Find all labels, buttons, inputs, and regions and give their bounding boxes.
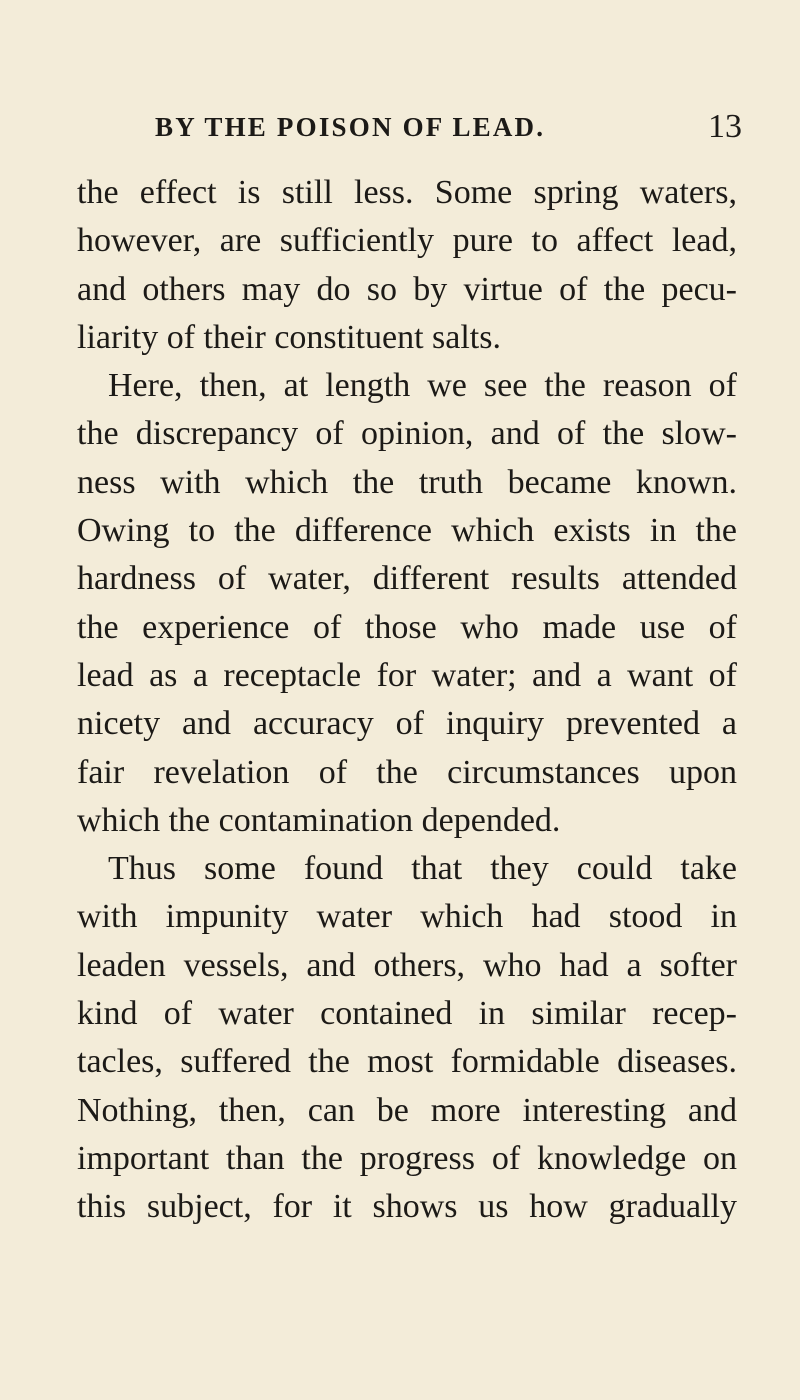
text-line: the experience of those who made use of xyxy=(77,608,737,646)
text-line: the discrepancy of opinion, and of the slow- xyxy=(77,415,737,453)
text-line: important than the progress of knowledge on xyxy=(77,1139,737,1177)
page-number: 13 xyxy=(708,108,742,145)
text-line: Nothing, then, can be more interesting and xyxy=(77,1091,737,1129)
text-line: hardness of water, different results attended xyxy=(77,560,737,598)
text-line: and others may do so by virtue of the pecu- xyxy=(77,270,737,308)
text-line: tacles, suffered the most formidable diseases. xyxy=(77,1043,737,1081)
text-line: which the contamination depended. xyxy=(77,801,561,839)
text-line: Here, then, at length we see the reason of xyxy=(108,367,737,405)
running-header xyxy=(0,108,800,152)
text-line: kind of water contained in similar recep- xyxy=(77,995,737,1033)
text-line: lead as a receptacle for water; and a want of xyxy=(77,656,737,694)
text-line: ness with which the truth became known. xyxy=(77,463,737,501)
text-line: the effect is still less. Some spring waters, xyxy=(77,174,737,211)
text-line: liarity of their constituent salts. xyxy=(77,318,501,356)
text-line: with impunity water which had stood in xyxy=(77,898,737,936)
text-line: Thus some found that they could take xyxy=(108,850,737,888)
text-line: nicety and accuracy of inquiry prevented a xyxy=(77,705,737,743)
text-line: this subject, for it shows us how gradually xyxy=(77,1188,737,1226)
text-line: fair revelation of the circumstances upon xyxy=(77,753,737,791)
text-line: leaden vessels, and others, who had a softer xyxy=(77,946,737,984)
running-head-title: BY THE POISON OF LEAD. xyxy=(155,112,546,142)
body-text xyxy=(77,169,737,1232)
text-line: Owing to the difference which exists in the xyxy=(77,512,737,550)
text-line: however, are sufficiently pure to affect lead, xyxy=(77,222,737,260)
